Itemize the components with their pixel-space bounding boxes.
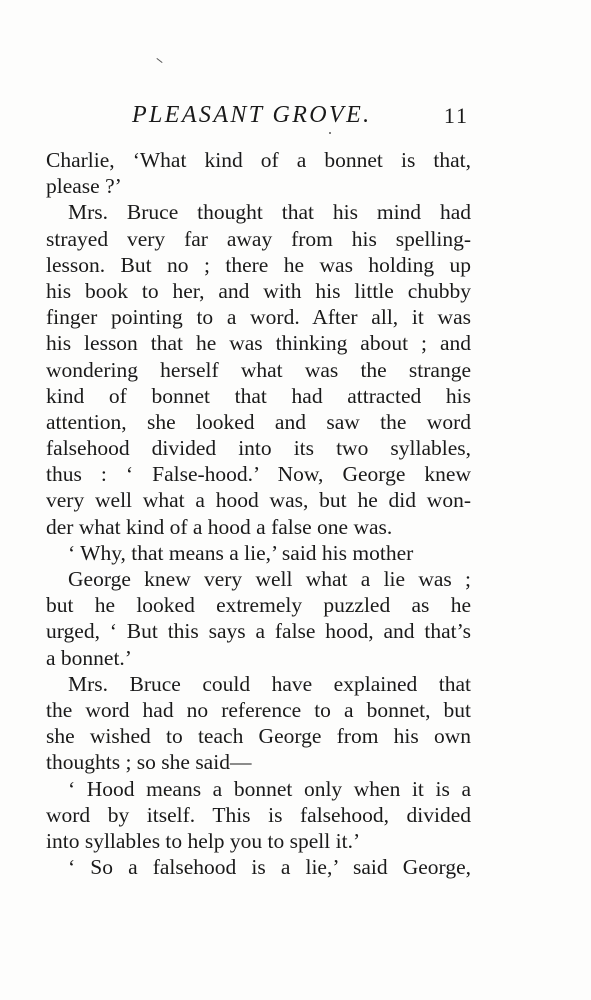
text-line: urged, ‘ But this says a false hood, and that’s xyxy=(46,619,471,644)
page-number: 11 xyxy=(443,103,469,128)
text-line: thus : ‘ False-hood.’ Now, George knew xyxy=(46,462,471,487)
text-line: ‘ Hood means a bonnet only when it is a xyxy=(68,776,471,801)
text-line: very well what a hood was, but he did won- xyxy=(46,488,471,513)
text-line: into syllables to help you to spell it.’ xyxy=(46,828,361,853)
text-line: she wished to teach George from his own xyxy=(46,724,471,749)
text-line: Mrs. Bruce could have explained that xyxy=(68,671,471,696)
text-line: word by itself. This is falsehood, divided xyxy=(46,802,471,827)
text-line: his lesson that he was thinking about ; and xyxy=(46,331,471,356)
text-line: ‘ Why, that means a lie,’ said his mother xyxy=(68,540,414,565)
text-line: der what kind of a hood a false one was. xyxy=(46,514,393,539)
text-line: Charlie, ‘What kind of a bonnet is that, xyxy=(46,148,471,172)
text-line: Mrs. Bruce thought that his mind had xyxy=(68,200,471,225)
text-line: but he looked extremely puzzled as he xyxy=(46,593,471,618)
text-line: a bonnet.’ xyxy=(46,645,132,670)
text-line: strayed very far away from his spelling- xyxy=(46,226,471,251)
text-line: wondering herself what was the strange xyxy=(46,357,471,382)
running-head: PLEASANT GROVE. xyxy=(132,102,372,128)
text-line: please ?’ xyxy=(46,174,122,199)
text-line: his book to her, and with his little chubby xyxy=(46,278,471,303)
text-line: the word had no reference to a bonnet, but xyxy=(46,697,471,722)
text-line: finger pointing to a word. After all, it was xyxy=(46,305,471,330)
text-line: George knew very well what a lie was ; xyxy=(68,567,471,591)
margin-speck xyxy=(156,58,162,63)
text-line: kind of bonnet that had attracted his xyxy=(46,383,471,408)
text-line: falsehood divided into its two syllables, xyxy=(46,436,471,461)
text-line: thoughts ; so she said— xyxy=(46,750,252,775)
body-text xyxy=(46,147,471,880)
page-header xyxy=(46,100,471,134)
text-line: ‘ So a falsehood is a lie,’ said George, xyxy=(68,855,471,880)
text-line: attention, she looked and saw the word xyxy=(46,409,471,434)
text-line: lesson. But no ; there he was holding up xyxy=(46,252,471,277)
